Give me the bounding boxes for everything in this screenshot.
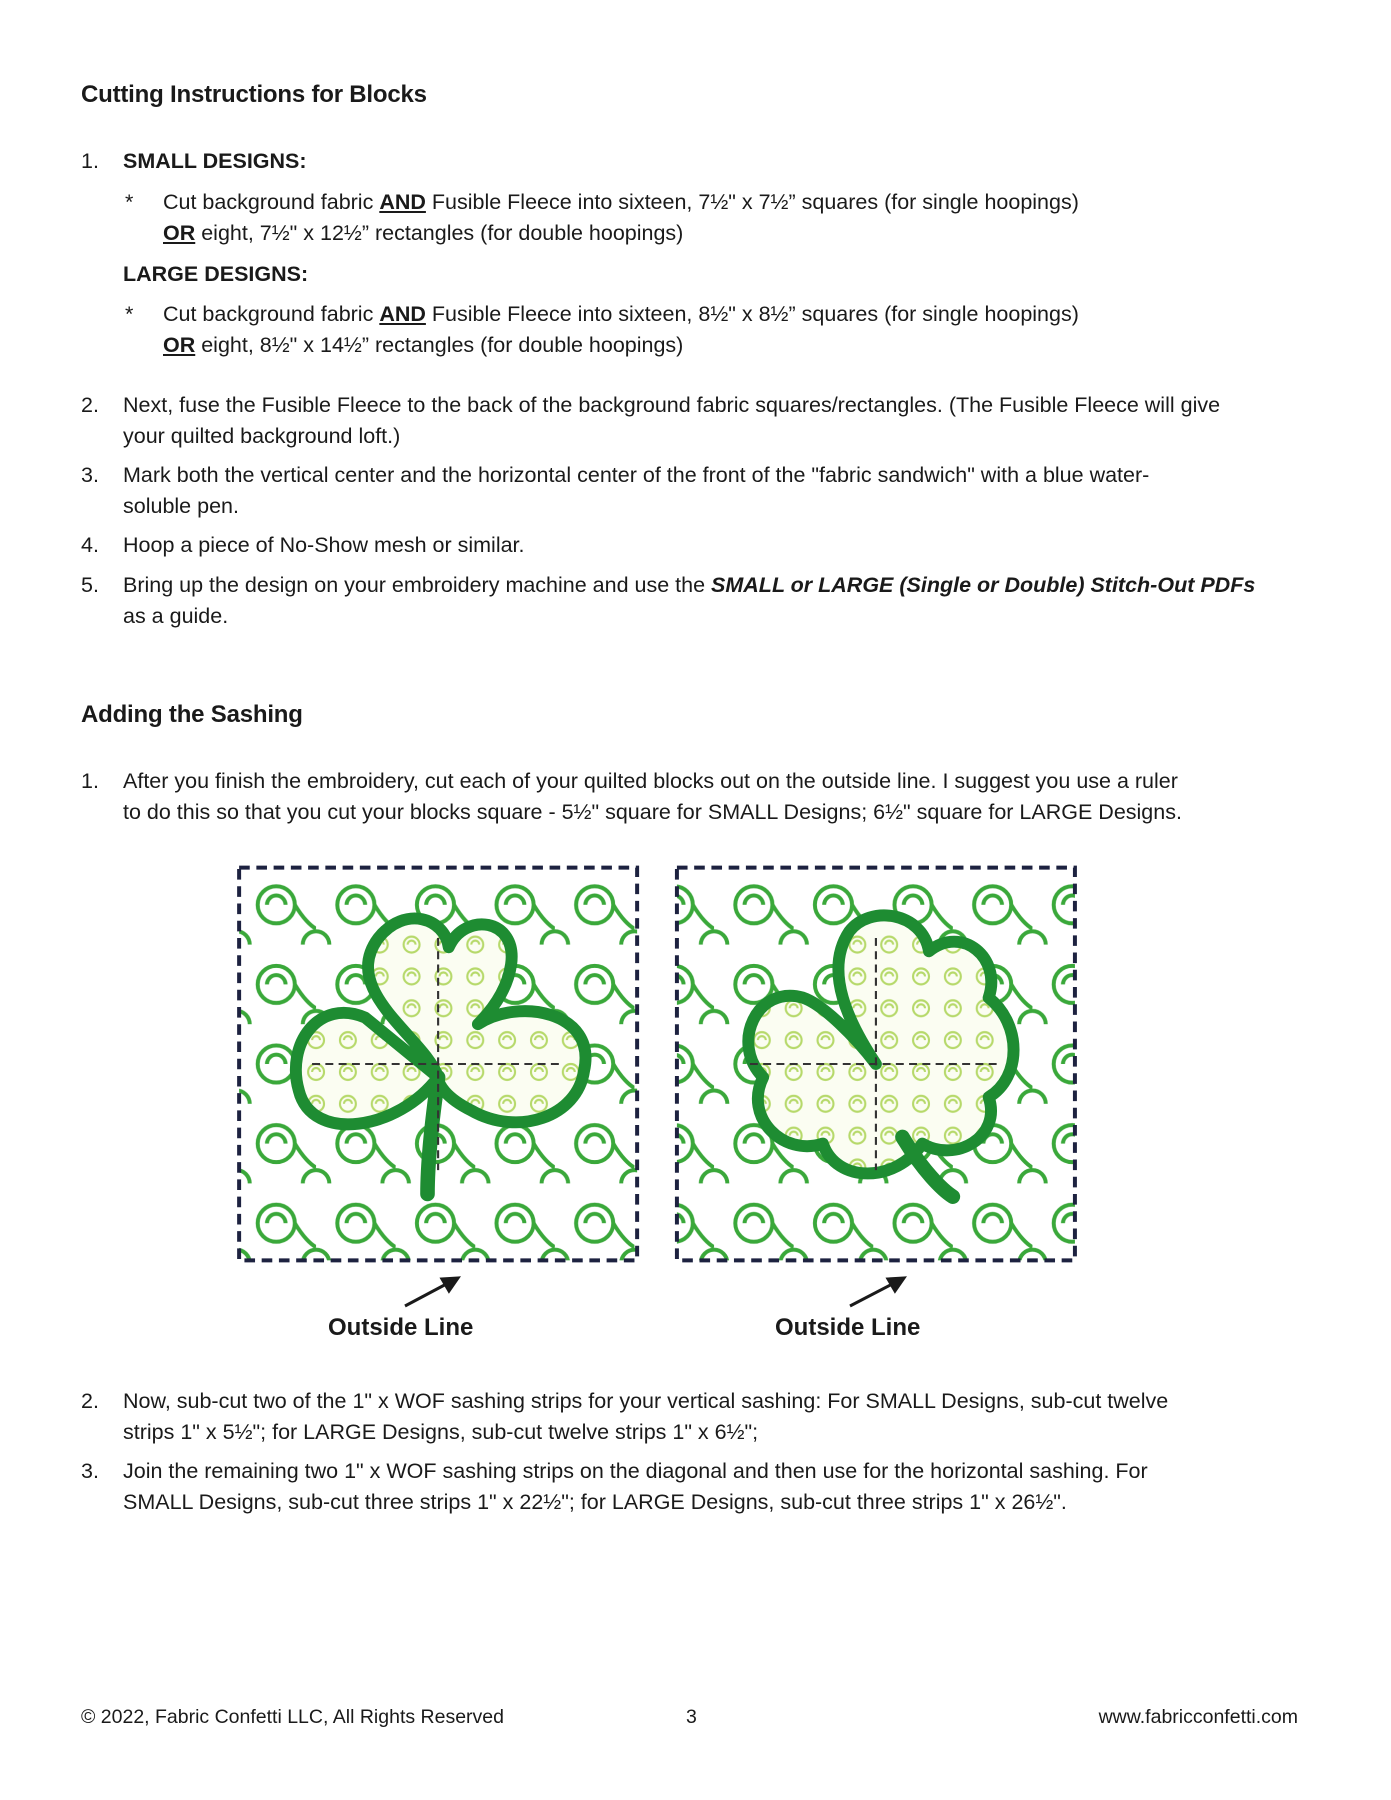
step-number: 1. — [81, 149, 99, 173]
footer-copyright: © 2022, Fabric Confetti LLC, All Rights Reserved — [81, 1706, 504, 1728]
cutting-step4-line1: Hoop a piece of No-Show mesh or similar. — [123, 533, 525, 557]
bullet-star: * — [125, 190, 134, 214]
cutting-step5-line2: as a guide. — [123, 604, 229, 628]
cutting-heading: Cutting Instructions for Blocks — [81, 81, 427, 108]
sashing-heading: Adding the Sashing — [81, 701, 303, 728]
text-run: Fusible Fleece into sixteen, 8½" x 8½” squares (for single hoopings) — [425, 302, 1079, 326]
outside-line-label-right: Outside Line — [775, 1314, 921, 1341]
step-number: 2. — [81, 393, 99, 417]
emphasis-or: OR — [163, 221, 196, 245]
cutting-step2-line1: Next, fuse the Fusible Fleece to the back of the background fabric squares/rectangles. (The Fusible Fleece will give — [123, 393, 1221, 417]
small-designs-heading: SMALL DESIGNS: — [123, 149, 307, 173]
sashing-step2-line1: Now, sub-cut two of the 1" x WOF sashing strips for your vertical sashing: For SMALL Designs, sub-cut twelve — [123, 1389, 1169, 1413]
cutting-step3-line1: Mark both the vertical center and the horizontal center of the front of the "fabric sandwich" with a blue water- — [123, 463, 1150, 487]
text-run: Fusible Fleece into sixteen, 7½" x 7½” squares (for single hoopings) — [425, 190, 1079, 214]
step-number: 1. — [81, 769, 99, 793]
sashing-step3-line2: SMALL Designs, sub-cut three strips 1" x 22½"; for LARGE Designs, sub-cut three strips 1" x 26½". — [123, 1490, 1067, 1514]
text-run: Cut background fabric — [163, 190, 380, 214]
page-number: 3 — [686, 1706, 697, 1728]
step-number: 4. — [81, 533, 99, 557]
cutting-step2-line2: your quilted background loft.) — [123, 424, 401, 448]
step-number: 2. — [81, 1389, 99, 1413]
emphasis-or: OR — [163, 333, 196, 357]
outside-line-label-left: Outside Line — [328, 1314, 474, 1341]
bullet-star: * — [125, 302, 134, 326]
step-number: 5. — [81, 573, 99, 597]
text-run: eight, 8½" x 14½” rectangles (for double hoopings) — [195, 333, 684, 357]
sashing-step1-line1: After you finish the embroidery, cut each of your quilted blocks out on the outside line. I suggest you use a ruler — [123, 769, 1178, 793]
sashing-step3-line1: Join the remaining two 1" x WOF sashing strips on the diagonal and then use for the horizontal sashing. For — [123, 1459, 1148, 1483]
emphasis-pdf-name: SMALL or LARGE (Single or Double) Stitch-Out PDFs — [711, 573, 1256, 597]
text-run: Cut background fabric — [163, 302, 380, 326]
emphasis-and: AND — [379, 302, 426, 326]
large-designs-heading: LARGE DESIGNS: — [123, 262, 309, 286]
emphasis-and: AND — [379, 190, 426, 214]
sashing-step2-line2: strips 1" x 5½"; for LARGE Designs, sub-cut twelve strips 1" x 6½"; — [123, 1420, 759, 1444]
text-run: eight, 7½" x 12½” rectangles (for double hoopings) — [195, 221, 684, 245]
sashing-step1-line2: to do this so that you cut your blocks square - 5½" square for SMALL Designs; 6½" square for LARGE Designs. — [123, 800, 1182, 824]
step-number: 3. — [81, 1459, 99, 1483]
footer-website[interactable]: www.fabricconfetti.com — [1098, 1706, 1298, 1728]
step-number: 3. — [81, 463, 99, 487]
cutting-step3-line2: soluble pen. — [123, 494, 239, 518]
text-run: Bring up the design on your embroidery machine and use the — [123, 573, 712, 597]
arrow-head-right — [888, 1278, 904, 1291]
arrow-head-left — [442, 1278, 458, 1291]
